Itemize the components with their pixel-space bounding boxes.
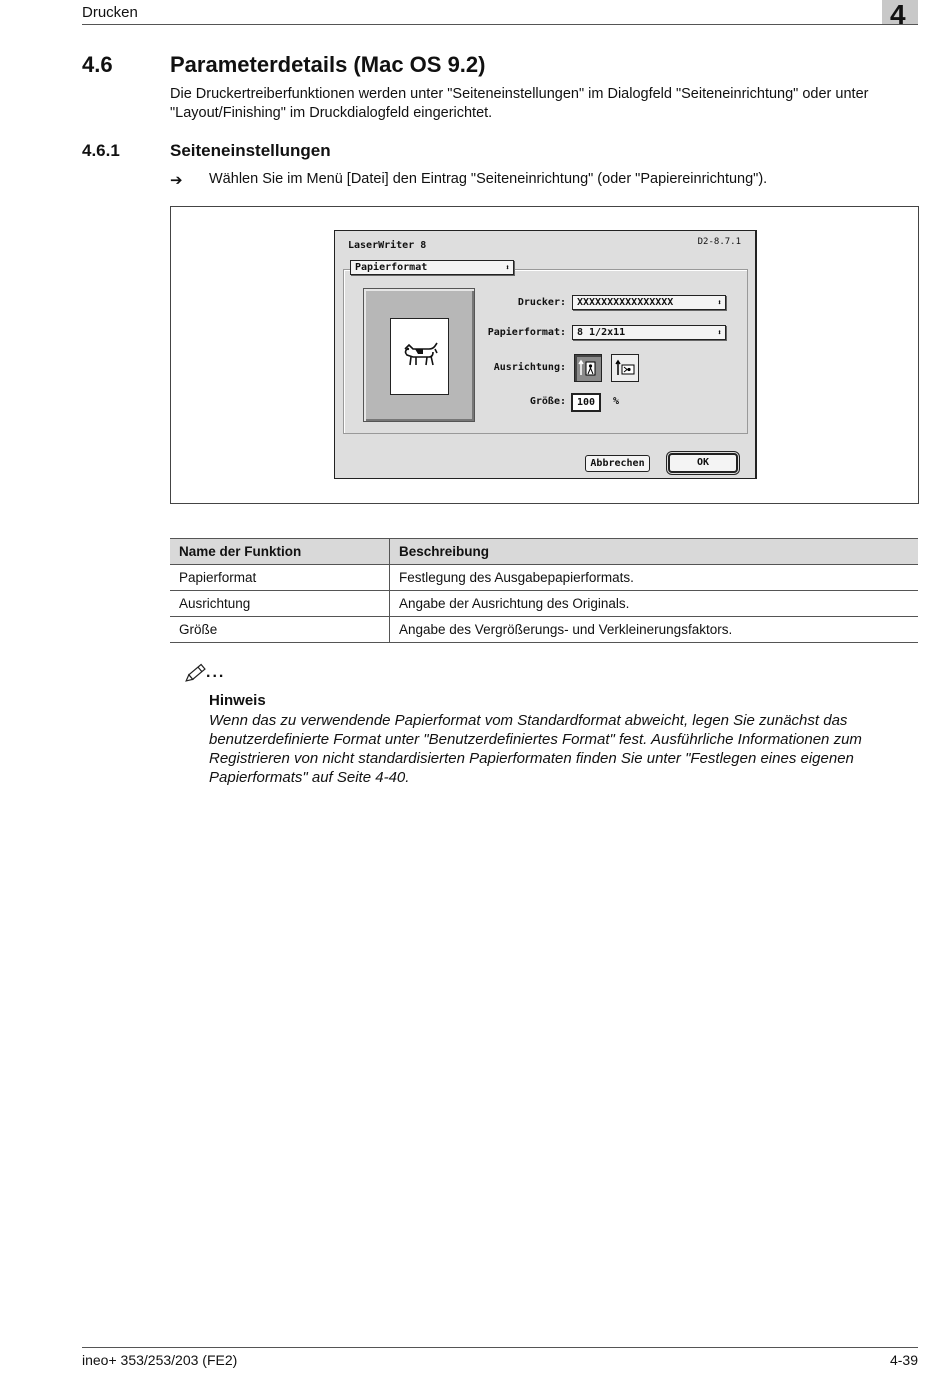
column-header: Name der Funktion <box>170 539 390 565</box>
chapter-number: 4 <box>890 0 906 30</box>
header-rule <box>82 24 882 25</box>
dialog-version: D2-8.7.1 <box>697 237 741 247</box>
section-intro: Die Druckertreiberfunktionen werden unter "Seiteneinstellungen" im Dialogfeld "Seiteneinrichtung" oder unter "Layout/Finishing" im Druckdialogfeld eingerichtet. <box>170 86 869 121</box>
table-cell: Ausrichtung <box>170 591 390 617</box>
table-cell: Angabe der Ausrichtung des Originals. <box>390 591 919 617</box>
table-row <box>170 565 918 591</box>
paper-size-popup[interactable] <box>572 325 726 340</box>
scale-unit: % <box>613 396 620 407</box>
dogcow-icon <box>391 319 448 394</box>
popup-arrows-icon: ⬍ <box>717 298 722 307</box>
footer-rule <box>82 1347 918 1348</box>
footer-product: ineo+ 353/253/203 (FE2) <box>82 1352 238 1368</box>
table-cell: Angabe des Vergrößerungs- und Verkleinerungsfaktors. <box>390 617 919 643</box>
table-cell: Papierformat <box>170 565 390 591</box>
table-header-row <box>170 539 918 565</box>
table-cell: Größe <box>170 617 390 643</box>
table-cell: Festlegung des Ausgabepapierformats. <box>390 565 919 591</box>
dialog-title: LaserWriter 8 <box>348 240 427 251</box>
step-arrow-icon: ➔ <box>170 172 183 189</box>
section-number: 4.6 <box>82 52 113 77</box>
subsection-title: Seiteneinstellungen <box>170 141 331 160</box>
cancel-button[interactable]: Abbrechen <box>585 455 650 472</box>
orientation-label: Ausrichtung: <box>493 362 566 373</box>
ok-button[interactable]: OK <box>668 453 738 473</box>
mode-popup[interactable] <box>350 260 514 275</box>
scale-input[interactable]: 100 <box>571 393 601 412</box>
portrait-orientation-button[interactable] <box>574 354 602 382</box>
note-dots: ... <box>206 664 226 681</box>
function-table <box>170 538 918 643</box>
section-title: Parameterdetails (Mac OS 9.2) <box>170 52 486 77</box>
column-header: Beschreibung <box>390 539 919 565</box>
popup-arrows-icon: ⬍ <box>505 263 510 272</box>
preview-page <box>390 318 449 395</box>
mode-popup-value: Papierformat <box>355 262 428 273</box>
table-row <box>170 617 918 643</box>
printer-label: Drucker: <box>517 297 566 308</box>
paper-size-popup-value: 8 1/2x11 <box>577 327 626 338</box>
note-body: Wenn das zu verwendende Papierformat vom Standardformat abweicht, legen Sie zunächst das benutzerdefinierte Format unter "Benutzerdefiniertes Format" fest. Ausführliche Informationen zum Registrieren von nicht standardisierten Papierformaten finden Sie unter "Festlegen eines eigenen Papierformats" auf Seite 4-40. <box>209 712 862 786</box>
printer-popup[interactable] <box>572 295 726 310</box>
subsection-number: 4.6.1 <box>82 141 120 160</box>
footer-page-number: 4-39 <box>889 1352 918 1368</box>
note-title: Hinweis <box>209 692 266 709</box>
landscape-icon <box>615 358 635 378</box>
scale-label: Größe: <box>529 396 566 407</box>
page-setup-dialog <box>334 230 757 479</box>
screenshot-frame <box>170 206 919 504</box>
landscape-orientation-button[interactable] <box>611 354 639 382</box>
paper-size-label: Papierformat: <box>487 327 566 338</box>
pencil-note-icon <box>184 662 234 691</box>
table-row <box>170 591 918 617</box>
popup-arrows-icon: ⬍ <box>717 328 722 337</box>
portrait-icon <box>578 358 598 378</box>
step-instruction: Wählen Sie im Menü [Datei] den Eintrag "Seiteneinrichtung" (oder "Papiereinrichtung"). <box>209 171 768 187</box>
printer-popup-value: XXXXXXXXXXXXXXXX <box>577 297 674 308</box>
running-header: Drucken <box>82 4 138 21</box>
